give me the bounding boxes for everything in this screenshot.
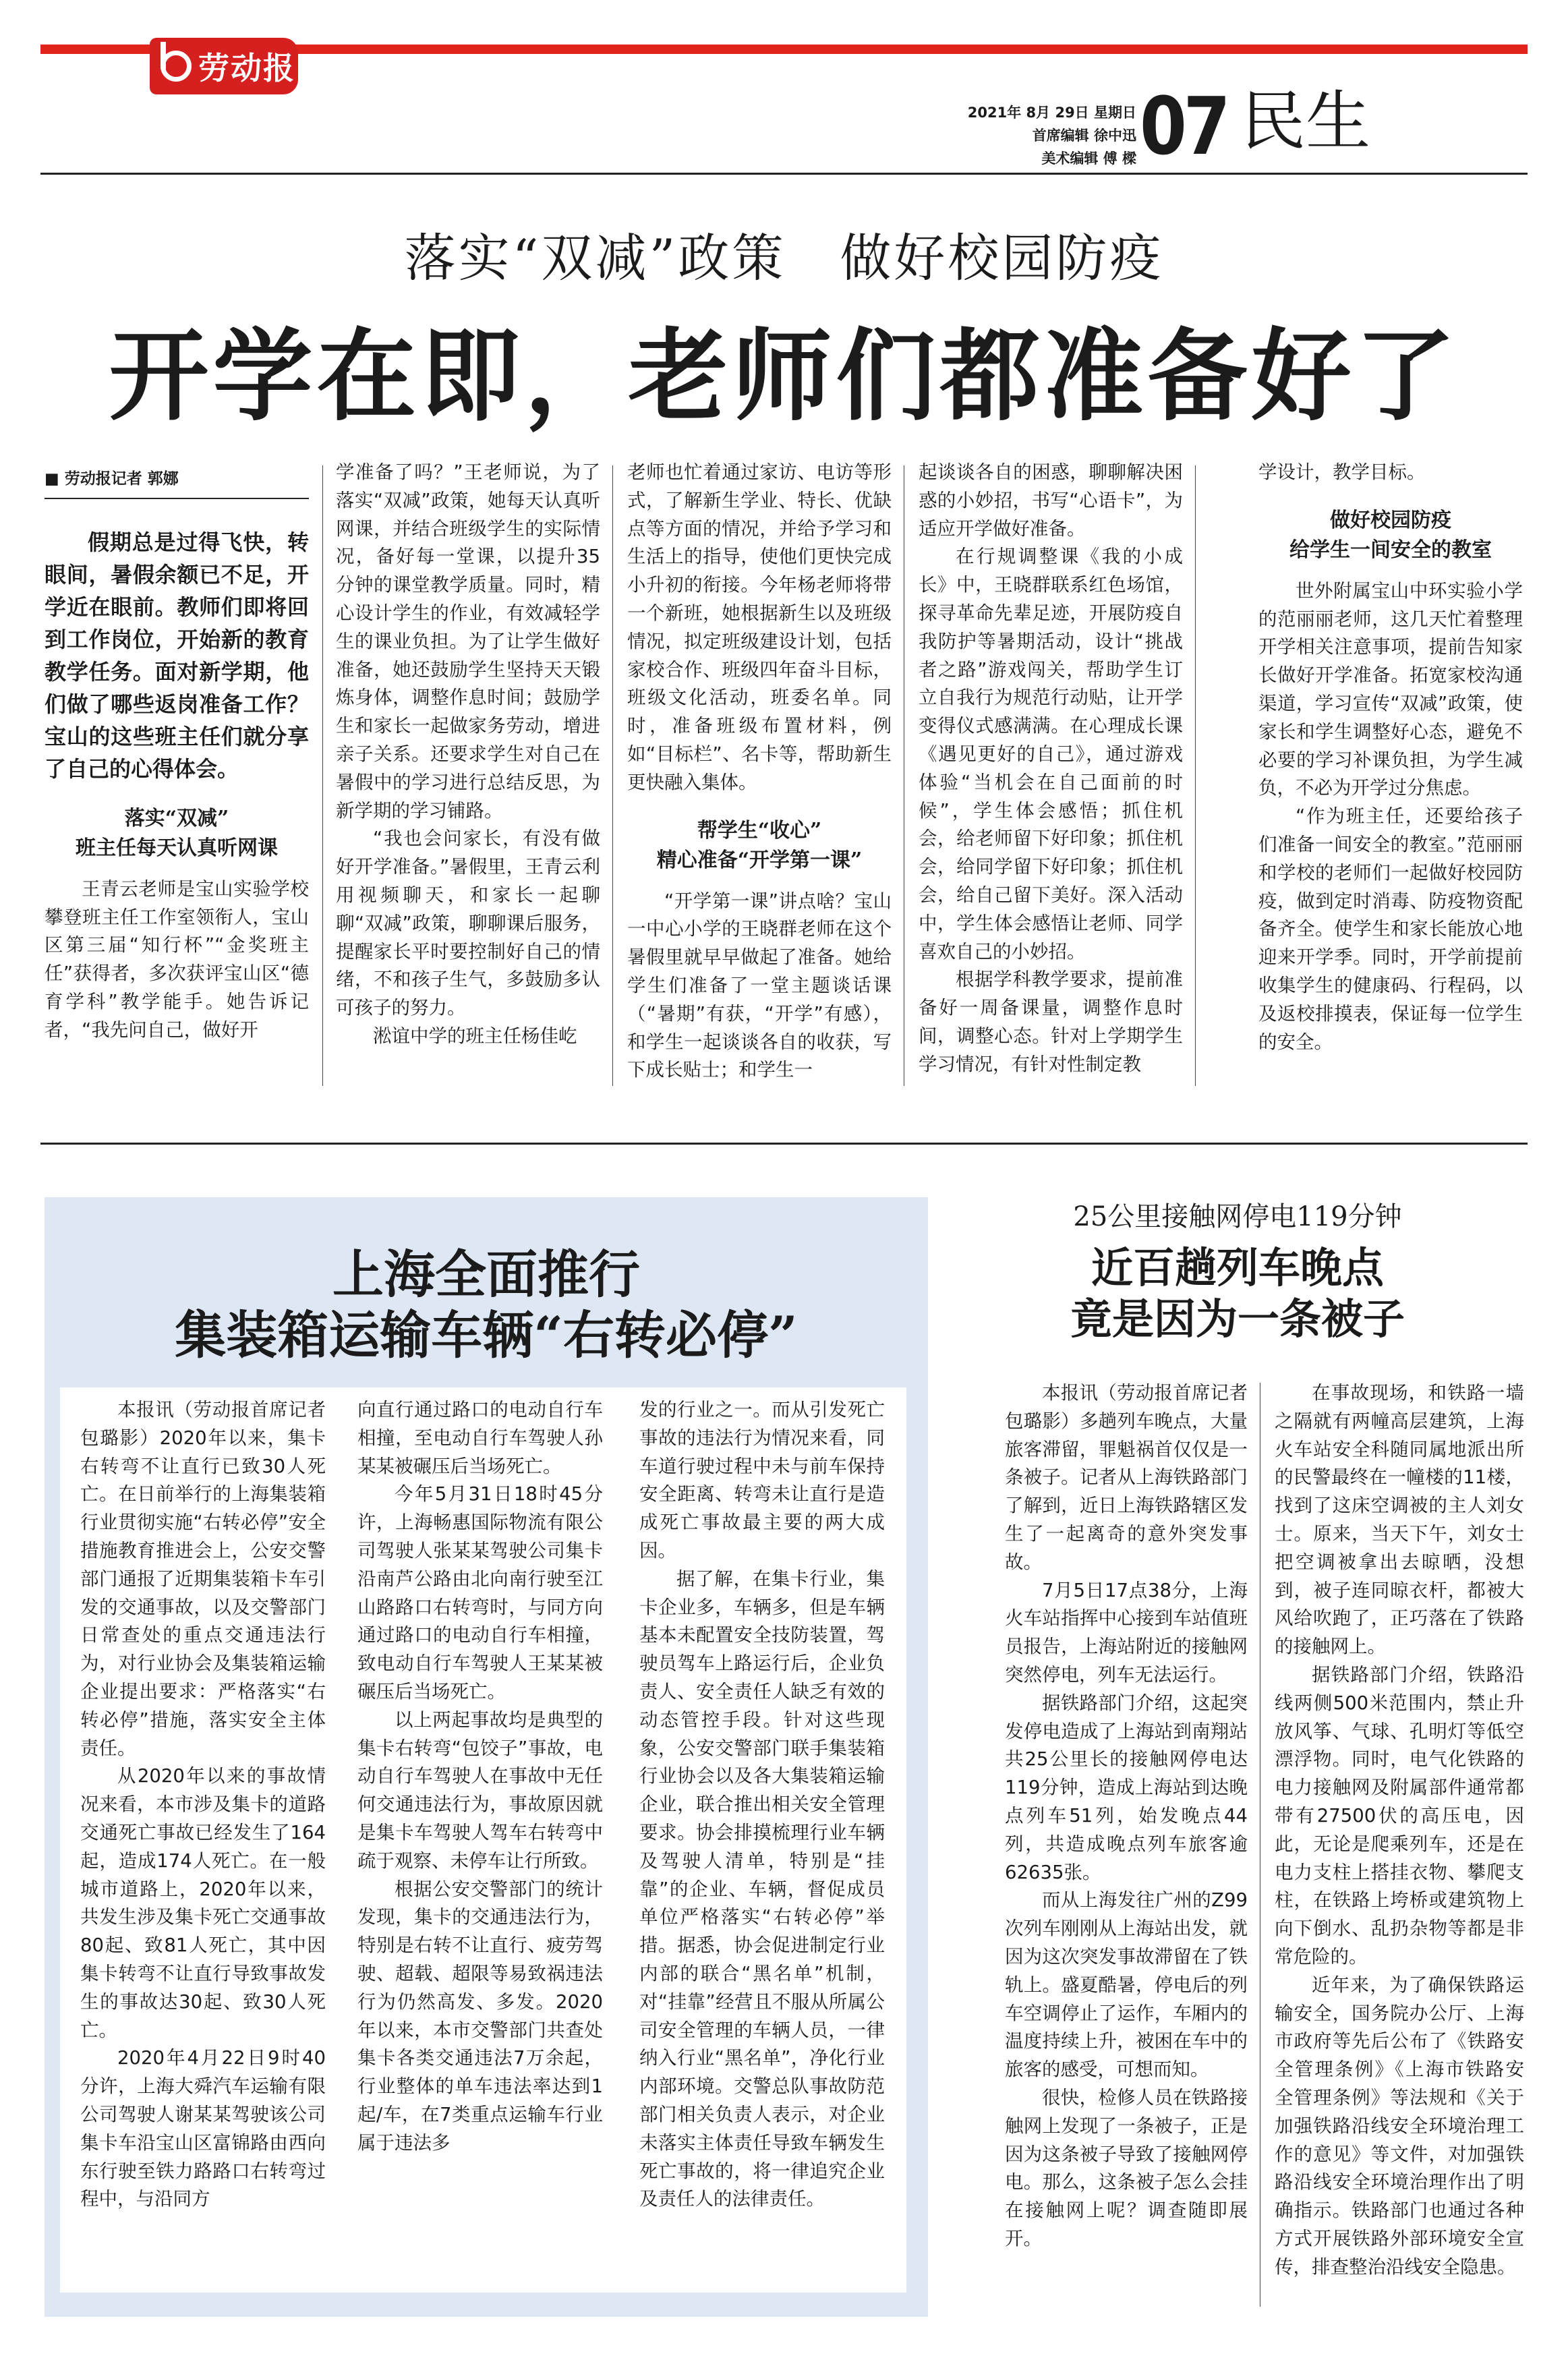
top-story-col-5 — [1258, 459, 1523, 1126]
body-paragraph: 近年来，为了确保铁路运输安全，国务院办公厅、上海市政府等先后公布了《铁路安全管理条例》《上海市铁路安全管理条例》等法规和《关于加强铁路沿线安全环境治理工作的意见》等文件，对加强铁路沿线安全环境治理作出了明确指示。铁路部门也通过各种方式开展铁路外部环境安全宣传，排查整治沿线安全隐患。 — [1275, 1974, 1524, 2278]
top-story-col-3 — [627, 459, 892, 1126]
body-paragraph: 老师也忙着通过家访、电访等形式，了解新生学业、特长、优缺点等方面的情况，并给予学习和生活上的指导，使他们更快完成小升初的衔接。今年杨老师将带一个新班，她根据新生以及班级情况，拟定班级建设计划，包括家校合作、班级四年奋斗目标，班级文化活动，班委名单。同时，准备班级布置材料，例如“目标栏”、名卡等，帮助新生更快融入集体。 — [627, 461, 892, 793]
container-story-headline-1: 上海全面推行 — [332, 1244, 640, 1304]
container-story-col-1 — [80, 1396, 326, 2287]
body-paragraph: 在事故现场，和铁路一墙之隔就有两幢高层建筑，上海火车站安全科随同属地派出所的民警最终在一幢楼的11楼，找到了这床空调被的主人刘女士。原来，当天下午，刘女士把空调被拿出去晾晒，没想到，被子连同晾衣杆，都被大风给吹跑了，正巧落在了铁路的接触网上。 — [1275, 1382, 1524, 1658]
body-paragraph: 起谈谈各自的困惑，聊聊解决困惑的小妙招，书写“心语卡”，为适应开学做好准备。 — [919, 461, 1183, 540]
subhead-shouxin: 帮学生“收心” 精心准备“开学第一课” — [656, 818, 863, 872]
body-paragraph: 今年5月31日18时45分许，上海畅惠国际物流有限公司驾驶人张某某驾驶公司集卡沿南芦公路由北向南行驶至江山路路口右转弯时，与同方向通过路口的电动自行车相撞，致电动自行车驾驶人王某某被碾压后当场死亡。 — [357, 1483, 603, 1702]
body-paragraph: 很快，检修人员在铁路接触网上发现了一条被子，正是因为这条被子导致了接触网停电。那么，这条被子怎么会挂在接触网上呢？调查随即展开。 — [1005, 2086, 1248, 2249]
body-paragraph: 本报讯（劳动报首席记者 包璐影）2020年以来，集卡右转弯不让直行已致30人死亡。在日前举行的上海集装箱行业贯彻实施“右转必停”安全措施教育推进会上，公安交警部门通报了近期集装箱卡车引发的交通事故，以及交警部门日常查处的重点交通违法行为，对行业协会及集装箱运输企业提出要求：严格落实“右转必停”措施，落实安全主体责任。 — [80, 1399, 326, 1759]
body-paragraph: 根据学科教学要求，提前准备好一周备课量，调整作息时间，调整心态。针对上学期学生学习情况，有针对性制定教 — [919, 969, 1183, 1075]
top-story-col-1 — [45, 465, 309, 1133]
container-story-headline-2: 集装箱运输车辆“右转必停” — [175, 1305, 798, 1365]
logo-text: 劳动报 — [198, 50, 295, 86]
column-divider — [1195, 465, 1196, 1086]
edition-meta — [968, 101, 1136, 170]
body-paragraph: 从2020年以来的事故情况来看，本市涉及集卡的道路交通死亡事故已经发生了164起，造成174人死亡。在一般城市道路上，2020年以来，共发生涉及集卡死亡交通事故80起、致81人死亡，其中因集卡转弯不让直行导致事故发生的事故达30起、致30人死亡。 — [80, 1765, 326, 2041]
body-paragraph: 本报讯（劳动报首席记者 包璐影）多趟列车晚点，大量旅客滞留，罪魁祸首仅仅是一条被子。记者从上海铁路部门了解到，近日上海铁路辖区发生了一起离奇的意外突发事故。 — [1005, 1382, 1248, 1573]
train-story-col-1 — [1005, 1379, 1248, 2317]
body-paragraph: “我也会问家长，有没有做好开学准备。”暑假里，王青云利用视频聊天，和家长一起聊聊“双减”政策，聊聊课后服务，提醒家长平时要控制好自己的情绪，不和孩子生气，多鼓励多认可孩子的努力。 — [336, 828, 600, 1019]
art-editor: 美术编辑 傅 樑 — [1041, 150, 1136, 167]
chief-editor: 首席编辑 徐中迅 — [1032, 127, 1136, 144]
newspaper-logo — [150, 38, 298, 94]
top-story-col-2 — [336, 459, 600, 1126]
top-story-col-4 — [919, 459, 1183, 1126]
container-story-col-3 — [639, 1396, 885, 2287]
body-paragraph: 根据公安交警部门的统计发现，集卡的交通违法行为，特别是右转不让直行、疲劳驾驶、超载、超限等易致祸违法行为仍然高发、多发。2020年以来，本市交警部门共查处集卡各类交通违法7万余起，行业整体的单车违法率达到1起/车，在7类重点运输车行业属于违法多 — [357, 1878, 603, 2154]
body-paragraph: 据铁路部门介绍，铁路沿线两侧500米范围内，禁止升放风筝、气球、孔明灯等低空漂浮物。同时，电气化铁路的电力接触网及附属部件通常都带有27500伏的高压电，因此，无论是爬乘列车，还是在电力支柱上搭挂衣物、攀爬支柱，在铁路上垮桥或建筑物上向下倒水、乱扔杂物等都是非常危险的。 — [1275, 1663, 1524, 1967]
body-paragraph: 淞谊中学的班主任杨佳屹 — [373, 1025, 577, 1047]
body-paragraph: 发的行业之一。而从引发死亡事故的违法行为情况来看，同车道行驶过程中未与前车保持安全距离、转弯未让直行是造成死亡事故最主要的两大成因。 — [639, 1399, 885, 1561]
body-paragraph: “作为班主任，还要给孩子们准备一间安全的教室。”范丽丽和学校的老师们一起做好校园防疫，做到定时消毒、防疫物资配备齐全。使学生和家长能放心地迎来开学季。同时，开学前提前收集学生的健康码、行程码，以及返校排摸表，保证每一位学生的安全。 — [1258, 805, 1523, 1053]
date-line: 2021年 8月 29日 星期日 — [967, 105, 1136, 121]
body-paragraph: 2020年4月22日9时40分许，上海大舜汽车运输有限公司驾驶人谢某某驾驶该公司集卡车沿宝山区富锦路由西向东行驶至铁力路路口右转弯过程中，与沿同方 — [80, 2047, 326, 2210]
story-separator-rule — [40, 1143, 1528, 1145]
lead-paragraph: 假期总是过得飞快，转眼间，暑假余额已不足，开学近在眼前。教师们即将回到工作岗位，开始新的教育教学任务。面对新学期，他们做了哪些返岗准备工作？宝山的这些班主任们就分享了自己的心得体会。 — [45, 529, 309, 782]
body-paragraph: 世外附属宝山中环实验小学的范丽丽老师，这几天忙着整理开学相关注意事项，提前告知家长做好开学准备。拓宽家校沟通渠道，学习宣传“双减”政策，使家长和学生调整好心态，避免不必要的学习补课负担，为学生减负，不必为开学过分焦虑。 — [1258, 579, 1523, 799]
logo-icon — [161, 51, 192, 82]
body-paragraph: 据铁路部门介绍，这起突发停电造成了上海站到南翔站共25公里长的接触网停电达119分钟，造成上海站到达晚点列车51列，始发晚点44列，共造成晚点列车旅客逾62635张。 — [1005, 1692, 1248, 1883]
train-story-col-2 — [1275, 1379, 1524, 2317]
top-story-headline: 开学在即，老师们都准备好了 — [109, 317, 1459, 434]
body-paragraph: 而从上海发往广州的Z99次列车刚刚从上海站出发，就因为这次突发事故滞留在了铁轨上。盛夏酷暑，停电后的列车空调停止了运作，车厢内的温度持续上升，被困在车中的旅客的感受，可想而知。 — [1005, 1889, 1248, 2081]
body-paragraph: 7月5日17点38分，上海火车站指挥中心接到车站值班员报告，上海站附近的接触网突然停电，列车无法运行。 — [1005, 1579, 1248, 1686]
body-paragraph: 王青云老师是宝山实验学校攀登班主任工作室领衔人，宝山区第三届“知行杯”“金奖班主任”获得者，多次获评宝山区“德育学科”教学能手。她告诉记者，“我先问自己，做好开 — [45, 878, 309, 1041]
page-number: 07 — [1140, 80, 1227, 173]
body-paragraph: 向直行通过路口的电动自行车相撞，至电动自行车驾驶人孙某某被碾压后当场死亡。 — [357, 1399, 603, 1477]
subhead-fangyi: 做好校园防疫 给学生一间安全的教室 — [1289, 508, 1492, 562]
train-story-kicker: 25公里接触网停电119分钟 — [1073, 1201, 1402, 1232]
train-story-headline-1: 近百趟列车晚点 — [1091, 1243, 1384, 1292]
body-paragraph: 学设计，教学目标。 — [1258, 461, 1426, 483]
byline: ■ 劳动报记者 郭娜 — [45, 465, 309, 499]
top-story-kicker: 落实“双减”政策 做好校园防疫 — [404, 228, 1164, 288]
section-name: 民生 — [1241, 84, 1370, 159]
column-divider — [612, 465, 613, 1086]
body-paragraph: 以上两起事故均是典型的集卡右转弯“包饺子”事故，电动自行车驾驶人在事故中无任何交通违法行为，事故原因就是集卡车驾驶人驾车右转弯中疏于观察、未停车让行所致。 — [357, 1708, 603, 1872]
body-paragraph: “开学第一课”讲点啥？宝山一中心小学的王晓群老师在这个暑假里就早早做起了准备。她给学生们准备了一堂主题谈话课（“暑期”有获，“开学”有感），和学生一起谈谈各自的收获，写下成长贴士；和学生一 — [627, 890, 892, 1081]
masthead-rule — [40, 173, 1528, 175]
body-paragraph: 学准备了吗？”王老师说，为了落实“双减”政策，她每天认真听网课，并结合班级学生的实际情况，备好每一堂课，以提升35分钟的课堂教学质量。同时，精心设计学生的作业，有效减轻学生的课业负担。为了让学生做好准备，她还鼓励学生坚持天天锻炼身体，调整作息时间；鼓励学生和家长一起做家务劳动，增进亲子关系。还要求学生对自己在暑假中的学习进行总结反思，为新学期的学习铺路。 — [336, 461, 600, 822]
body-paragraph: 在行规调整课《我的小成长》中，王晓群联系红色场馆，探寻革命先辈足迹，开展防疫自我防护等暑期活动，设计“挑战者之路”游戏闯关，帮助学生订立自我行为规范行动贴，让开学变得仪式感满满。在心理成长课《遇见更好的自己》，通过游戏体验“当机会在自己面前的时候”，学生体会感悟；抓住机会，给老师留下好印象；抓住机会，给同学留下好印象；抓住机会，给自己留下美好。深入活动中，学生体会感悟让老师、同学喜欢自己的小妙招。 — [919, 546, 1183, 962]
body-paragraph: 据了解，在集卡行业，集卡企业多，车辆多，但是车辆基本未配置安全技防装置，驾驶员驾车上路运行后，企业负责人、安全责任人缺乏有效的动态管控手段。针对这些现象，公安交警部门联手集装箱行业协会以及各大集装箱运输企业，联合推出相关安全管理要求。协会排摸梳理行业车辆及驾驶人清单，特别是“挂靠”的企业、车辆，督促成员单位严格落实“右转必停”举措。据悉，协会促进制定行业内部的联合“黑名单”机制，对“挂靠”经营且不服从所属公司安全管理的车辆人员，一律纳入行业“黑名单”，净化行业内部环境。交警总队事故防范部门相关负责人表示，对企业未落实主体责任导致车辆发生死亡事故的，将一律追究企业及责任人的法律责任。 — [639, 1568, 885, 2210]
subhead-shuangjian: 落实“双减” 班主任每天认真听网课 — [76, 806, 278, 860]
column-divider — [322, 465, 323, 1086]
train-story-headline-2: 竟是因为一条被子 — [1070, 1294, 1405, 1344]
container-story-col-2 — [357, 1396, 603, 2287]
